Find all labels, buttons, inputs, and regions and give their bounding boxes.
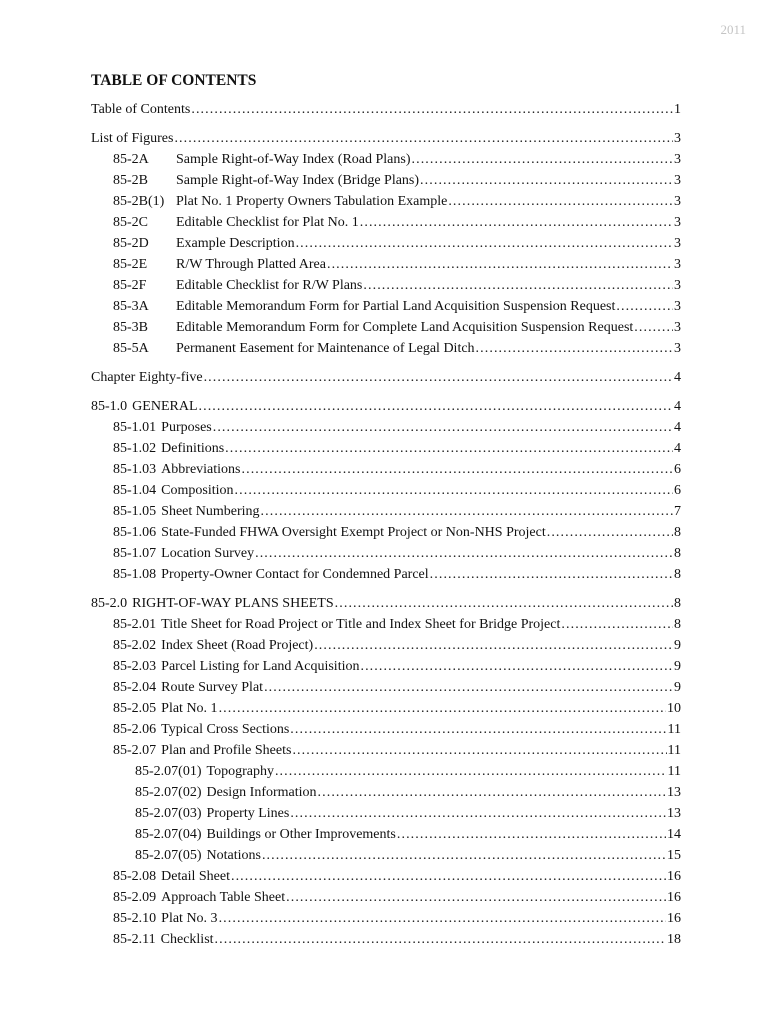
toc-entry[interactable] (91, 803, 681, 824)
entry-number: 85-2.04 (113, 680, 157, 695)
entry-number: 85-2.02 (113, 638, 157, 653)
entry-number: 85-1.08 (113, 567, 157, 582)
dot-leader (235, 480, 673, 501)
toc-entry[interactable] (91, 761, 681, 782)
dot-leader (363, 275, 673, 296)
dot-leader (616, 296, 673, 317)
page-number: 3 (674, 236, 681, 251)
toc-entry[interactable] (91, 396, 681, 417)
entry-title: Detail Sheet (161, 869, 230, 884)
page-number: 4 (674, 399, 681, 414)
document-year: 2011 (720, 22, 746, 37)
dot-leader (360, 212, 673, 233)
page-number: 3 (674, 131, 681, 146)
page-number: 8 (674, 525, 681, 540)
entry-number: 85-3A (113, 299, 149, 314)
dot-leader (561, 614, 673, 635)
dot-leader (255, 543, 673, 564)
dot-leader (199, 396, 674, 417)
entry-title: Checklist (160, 932, 214, 947)
entry-title: State-Funded FHWA Oversight Exempt Project or Non-NHS Project (161, 525, 546, 540)
entry-number: 85-1.06 (113, 525, 157, 540)
dot-leader (412, 149, 674, 170)
entry-title: Approach Table Sheet (161, 890, 286, 905)
figure-entry[interactable] (91, 149, 681, 170)
entry-title: GENERAL (132, 399, 198, 414)
entry-title: Editable Checklist for R/W Plans (176, 278, 363, 293)
entry-number: 85-2.07 (113, 743, 157, 758)
entry-title: Sheet Numbering (161, 504, 260, 519)
entry-title: R/W Through Platted Area (176, 257, 326, 272)
toc-entry[interactable] (91, 740, 681, 761)
entry-number: 85-2.10 (113, 911, 157, 926)
page-number: 8 (674, 617, 681, 632)
page-number: 10 (667, 701, 681, 716)
toc-entry[interactable] (91, 128, 681, 149)
page-number: 3 (674, 341, 681, 356)
page-number: 8 (674, 567, 681, 582)
page-number: 11 (667, 764, 681, 779)
page-number: 4 (674, 441, 681, 456)
toc-entry[interactable] (91, 438, 681, 459)
entry-number: 85-2.08 (113, 869, 157, 884)
entry-number: 85-2B(1) (113, 194, 165, 209)
dot-leader (242, 459, 674, 480)
entry-title: Typical Cross Sections (161, 722, 290, 737)
page-number: 8 (674, 546, 681, 561)
figure-entry[interactable] (91, 275, 681, 296)
entry-number: 85-1.0 (91, 399, 128, 414)
toc-entry[interactable] (91, 635, 681, 656)
entry-number: 85-2.07(01) (135, 764, 202, 779)
dot-leader (314, 635, 673, 656)
entry-title: Route Survey Plat (161, 680, 264, 695)
entry-title: Editable Checklist for Plat No. 1 (176, 215, 359, 230)
dot-leader (448, 191, 673, 212)
dot-leader (292, 740, 666, 761)
entry-number: 85-2E (113, 257, 148, 272)
dot-leader (286, 887, 666, 908)
figure-entry[interactable] (91, 296, 681, 317)
entry-number: 85-1.04 (113, 483, 157, 498)
toc-entry[interactable] (91, 782, 681, 803)
toc-entry[interactable] (91, 845, 681, 866)
toc-entry[interactable] (91, 367, 681, 388)
toc-entry[interactable] (91, 719, 681, 740)
toc-entry[interactable] (91, 677, 681, 698)
toc-entry[interactable] (91, 887, 681, 908)
toc-entry[interactable] (91, 929, 681, 950)
dot-leader (296, 233, 673, 254)
entry-number: 85-2.06 (113, 722, 157, 737)
page-number: 16 (667, 911, 681, 926)
figure-entry[interactable] (91, 191, 681, 212)
entry-number: 85-3B (113, 320, 148, 335)
dot-leader (191, 99, 673, 120)
page-number: 3 (674, 320, 681, 335)
dot-leader (634, 317, 673, 338)
entry-number: 85-2.05 (113, 701, 157, 716)
entry-title: Plat No. 1 Property Owners Tabulation Example (176, 194, 448, 209)
toc-entry[interactable] (91, 614, 681, 635)
dot-leader (219, 908, 666, 929)
page-number: 3 (674, 173, 681, 188)
dot-leader (290, 803, 666, 824)
dot-leader (231, 866, 666, 887)
toc-entry[interactable] (91, 543, 681, 564)
entry-title: Purposes (161, 420, 212, 435)
entry-title: Editable Memorandum Form for Complete Land Acquisition Suspension Request (176, 320, 634, 335)
entry-number: 85-2.07(04) (135, 827, 202, 842)
entry-number: 85-1.07 (113, 546, 157, 561)
entry-number: 85-2F (113, 278, 147, 293)
toc-entry[interactable] (91, 564, 681, 585)
dot-leader (213, 417, 673, 438)
dot-leader (219, 698, 666, 719)
entry-title: RIGHT-OF-WAY PLANS SHEETS (132, 596, 334, 611)
page-number: 3 (674, 278, 681, 293)
figure-entry[interactable] (91, 212, 681, 233)
entry-title: Plat No. 1 (161, 701, 218, 716)
dot-leader (547, 522, 673, 543)
toc-entry[interactable] (91, 480, 681, 501)
entry-title: Table of Contents (91, 102, 191, 117)
page-number: 1 (674, 102, 681, 117)
page-number: 13 (667, 806, 681, 821)
entry-title: Sample Right-of-Way Index (Road Plans) (176, 152, 411, 167)
page-number: 18 (667, 932, 681, 947)
toc-entry[interactable] (91, 459, 681, 480)
page-number: 13 (667, 785, 681, 800)
entry-title: Index Sheet (Road Project) (161, 638, 314, 653)
entry-title: Chapter Eighty-five (91, 370, 203, 385)
figure-entry[interactable] (91, 233, 681, 254)
entry-title: Buildings or Other Improvements (206, 827, 396, 842)
toc-entry[interactable] (91, 593, 681, 614)
entry-number: 85-2C (113, 215, 148, 230)
entry-title: Property-Owner Contact for Condemned Parcel (161, 567, 429, 582)
dot-leader (476, 338, 673, 359)
entry-title: Property Lines (206, 806, 290, 821)
dot-leader (360, 656, 673, 677)
page-number: 8 (674, 596, 681, 611)
figure-entry[interactable] (91, 170, 681, 191)
page-number: 7 (674, 504, 681, 519)
dot-leader (397, 824, 666, 845)
toc-entry[interactable] (91, 824, 681, 845)
page-number: 4 (674, 370, 681, 385)
page-number: 16 (667, 869, 681, 884)
figure-entry[interactable] (91, 338, 681, 359)
entry-title: Plan and Profile Sheets (161, 743, 292, 758)
entry-title: Plat No. 3 (161, 911, 218, 926)
dot-leader (275, 761, 667, 782)
dot-leader (174, 128, 673, 149)
toc-entry[interactable] (91, 656, 681, 677)
page-number: 15 (667, 848, 681, 863)
page-number: 6 (674, 483, 681, 498)
dot-leader (318, 782, 666, 803)
toc-entry[interactable] (91, 522, 681, 543)
dot-leader (261, 501, 673, 522)
entry-number: 85-2.09 (113, 890, 157, 905)
dot-leader (262, 845, 666, 866)
entry-number: 85-2A (113, 152, 149, 167)
entry-number: 85-2D (113, 236, 149, 251)
entry-number: 85-1.02 (113, 441, 157, 456)
entry-title: Editable Memorandum Form for Partial Land Acquisition Suspension Request (176, 299, 616, 314)
page-number: 14 (667, 827, 681, 842)
dot-leader (290, 719, 666, 740)
dot-leader (335, 593, 673, 614)
entry-title: Composition (161, 483, 234, 498)
figure-entry[interactable] (91, 317, 681, 338)
entry-number: 85-2B (113, 173, 148, 188)
entry-title: Topography (206, 764, 274, 779)
page-number: 3 (674, 152, 681, 167)
entry-title: Title Sheet for Road Project or Title and Index Sheet for Bridge Project (161, 617, 561, 632)
dot-leader (264, 677, 673, 698)
entry-number: 85-2.11 (113, 932, 156, 947)
entry-number: 85-5A (113, 341, 149, 356)
page-number: 11 (667, 743, 681, 758)
page-number: 16 (667, 890, 681, 905)
entry-title: Permanent Easement for Maintenance of Legal Ditch (176, 341, 475, 356)
toc-entry[interactable] (91, 698, 681, 719)
entry-title: Abbreviations (161, 462, 241, 477)
entry-number: 85-2.07(02) (135, 785, 202, 800)
dot-leader (420, 170, 673, 191)
entry-number: 85-1.01 (113, 420, 157, 435)
page-number: 3 (674, 299, 681, 314)
page-number: 11 (667, 722, 681, 737)
figure-entry[interactable] (91, 254, 681, 275)
table-of-contents (91, 99, 681, 950)
page-number: 3 (674, 194, 681, 209)
toc-entry[interactable] (91, 501, 681, 522)
entry-title: Design Information (206, 785, 317, 800)
entry-number: 85-2.01 (113, 617, 157, 632)
page-number: 3 (674, 215, 681, 230)
dot-leader (215, 929, 666, 950)
toc-entry[interactable] (91, 417, 681, 438)
toc-entry[interactable] (91, 99, 681, 120)
page-number: 9 (674, 638, 681, 653)
entry-title: List of Figures (91, 131, 174, 146)
dot-leader (327, 254, 673, 275)
page-number: 9 (674, 680, 681, 695)
entry-number: 85-1.05 (113, 504, 157, 519)
toc-entry[interactable] (91, 866, 681, 887)
entry-number: 85-2.03 (113, 659, 157, 674)
page-number: 4 (674, 420, 681, 435)
toc-entry[interactable] (91, 908, 681, 929)
entry-title: Example Description (176, 236, 295, 251)
entry-title: Definitions (161, 441, 225, 456)
dot-leader (430, 564, 673, 585)
entry-title: Sample Right-of-Way Index (Bridge Plans) (176, 173, 420, 188)
page-number: 6 (674, 462, 681, 477)
dot-leader (204, 367, 673, 388)
entry-title: Notations (206, 848, 261, 863)
dot-leader (225, 438, 673, 459)
page-number: 9 (674, 659, 681, 674)
page-title: TABLE OF CONTENTS (91, 72, 257, 89)
entry-number: 85-2.07(05) (135, 848, 202, 863)
entry-title: Location Survey (161, 546, 255, 561)
entry-number: 85-1.03 (113, 462, 157, 477)
entry-title: Parcel Listing for Land Acquisition (161, 659, 360, 674)
entry-number: 85-2.07(03) (135, 806, 202, 821)
page-number: 3 (674, 257, 681, 272)
entry-number: 85-2.0 (91, 596, 128, 611)
